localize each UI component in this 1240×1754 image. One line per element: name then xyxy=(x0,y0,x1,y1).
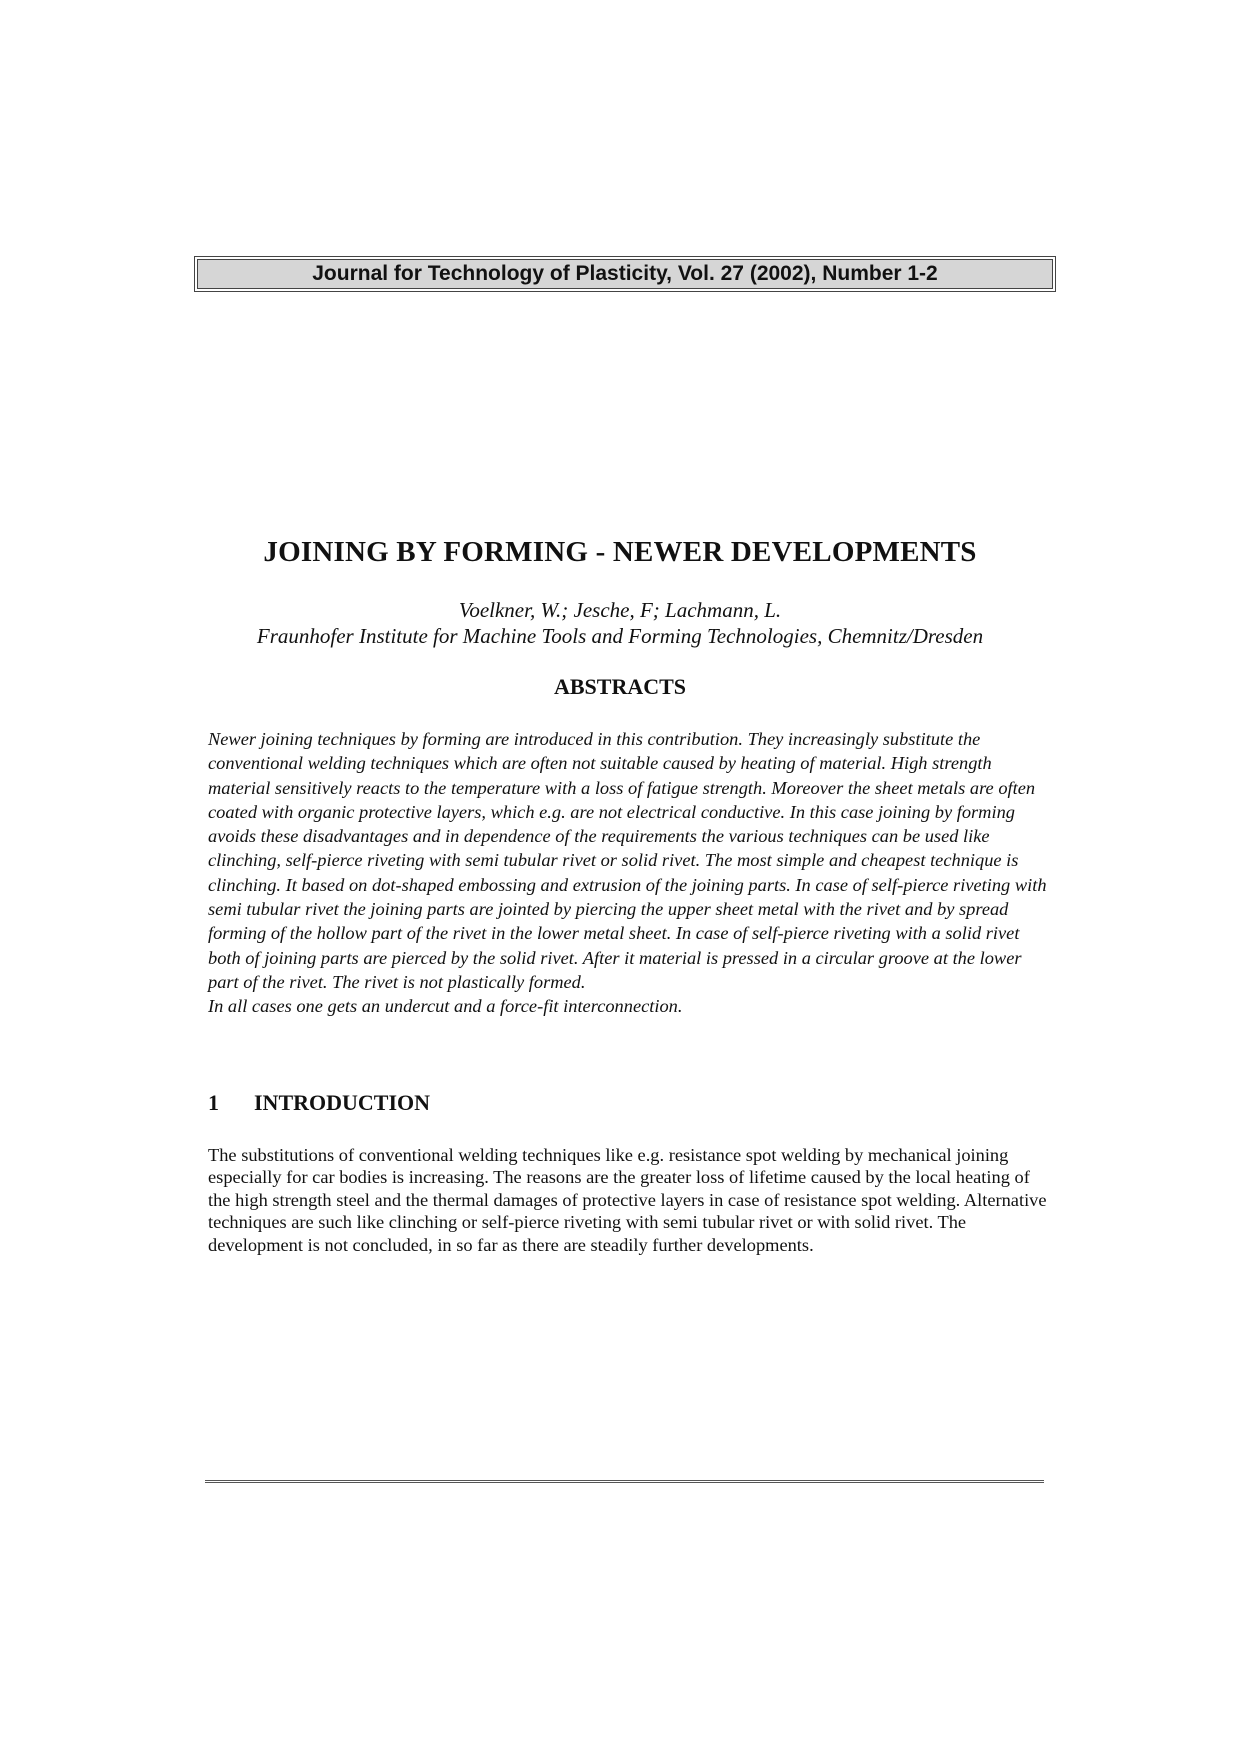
journal-header: Journal for Technology of Plasticity, Vol. 27 (2002), Number 1-2 xyxy=(197,259,1053,289)
paper-authors: Voelkner, W.; Jesche, F; Lachmann, L. xyxy=(458,598,782,622)
introduction-paragraph: The substitutions of conventional welding techniques like e.g. resistance spot welding by mechanical joining especially for car bodies is increasing. The reasons are the greater loss of lifetime caused by the local heating of the high strength steel and the thermal damages of protective layers in case of resistance spot welding. Alternative techniques are such like clinching or self-pierce riveting with semi tubular rivet or with solid rivet. The development is not concluded, in so far as there are steadily further developments. xyxy=(208,1145,1047,1255)
journal-header-box xyxy=(194,256,1056,292)
abstract-body xyxy=(208,727,1048,1019)
abstract-paragraph: In all cases one gets an undercut and a force-fit interconnection. xyxy=(208,996,683,1017)
section-heading-introduction xyxy=(208,1090,430,1116)
section-title: INTRODUCTION xyxy=(254,1090,431,1115)
paper-affiliation: Fraunhofer Institute for Machine Tools and Forming Technologies, Chemnitz/Dresden xyxy=(256,624,984,648)
abstract-paragraph: Newer joining techniques by forming are introduced in this contribution. They increasingly substitute the conventional welding techniques which are often not suitable caused by heating of material. High strength material sensitively reacts to the temperature with a loss of fatigue strength. Moreover the sheet metals are often coated with organic protective layers, which e.g. are not electrical conductive. In this case joining by forming avoids these disadvantages and in dependence of the requirements the various techniques can be used like clinching, self-pierce riveting with semi tubular rivet or solid rivet. The most simple and cheapest technique is clinching. It based on dot-shaped embossing and extrusion of the joining parts. In case of self-pierce riveting with semi tubular rivet the joining parts are jointed by piercing the upper sheet metal with the rivet and by spread forming of the hollow part of the rivet in the lower metal sheet. In case of self-pierce riveting with a solid rivet both of joining parts are pierced by the solid rivet. After it material is pressed in a circular groove at the lower part of the rivet. The rivet is not plastically formed. xyxy=(208,729,1047,992)
section-number: 1 xyxy=(208,1090,219,1115)
footer-rule xyxy=(205,1480,1044,1483)
paper-title: JOINING BY FORMING - NEWER DEVELOPMENTS xyxy=(263,536,977,568)
abstract-heading: ABSTRACTS xyxy=(553,674,687,699)
